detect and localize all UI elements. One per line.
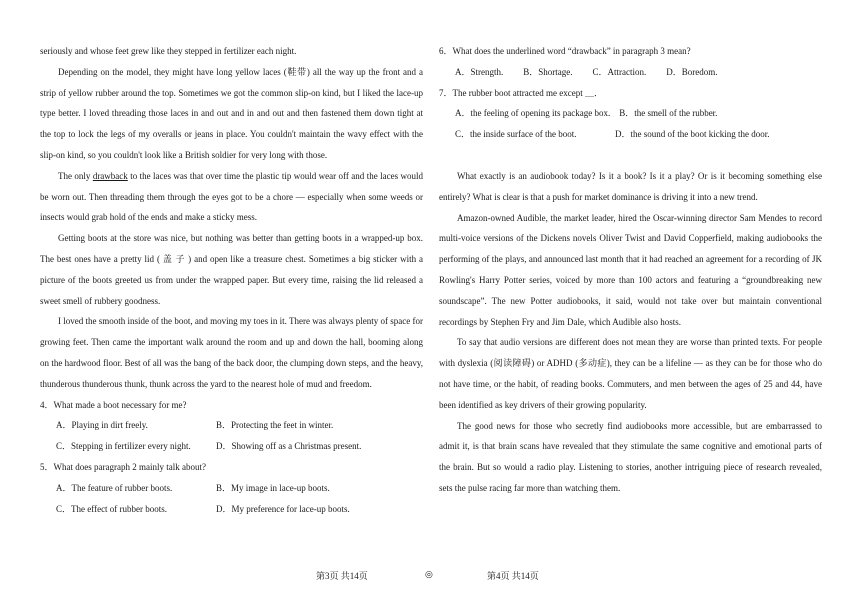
question-4-options-row-2 [40,436,423,457]
right-paragraph-4: The good news for those who secretly find audiobooks more accessible, but are embarrassed to admit it, is that brain scans have revealed that they stimulate the same cognitive and emotional parts of the brain. But so would a radio play. Listening to stories, another intriguing piece of research revealed, sets the pulse racing far more than watching them. [439,420,822,493]
question-4-options-row-1 [40,415,423,436]
underlined-word-drawback: drawback [92,170,128,181]
right-paragraph-2: Amazon-owned Audible, the market leader, hired the Oscar-winning director Sam Mendes to record multi-voice versions of the Dickens novels Oliver Twist and David Copperfield, making audiobooks the performing of the plays, and announced last month that it had reached an agreement for a recording of JK Rowling's Harry Potter series, voiced by more than 100 actors and featuring a “groundbreaking new soundscape”. The new Potter audiobooks, it said, would not take over but maintain conventional recordings by Stephen Fry and Jim Dale, which Audible also hosts. [439,212,822,327]
question-5-option-b[interactable]: B．My image in lace-up boots. [216,482,330,493]
left-paragraph-0: seriously and whose feet grew like they stepped in fertilizer each night. [40,46,297,56]
left-paragraph-2 [40,166,423,228]
question-6-option-b[interactable]: B．Shortage. [523,66,573,77]
question-6-option-a[interactable]: A．Strength. [455,66,504,77]
right-paragraph-1: What exactly is an audiobook today? Is it a book? Is it a play? Or is it becoming something else entirely? What is clear is that a push for market dominance is driving it into a new trend. [439,170,822,202]
question-5-options-row-1 [40,478,423,499]
left-paragraph-2-start: The only [58,170,93,181]
right-column [439,41,822,499]
right-paragraph-3: To say that audio versions are different does not mean they are worse than printed texts. For people with dyslexia (阅读障碍) or ADHD (多动症), they can be a lifeline — as they can be for those who do not have time, or the habit, of reading books. Commuters, and men between the ages of 25 and 44, have been identified as key drivers of their growing popularity. [439,337,822,410]
section-gap [439,145,822,166]
left-column [40,41,423,519]
left-paragraph-2-end: to the laces was that over time the plastic tip would wear off and the laces would be worn out. Then threading them through the eyes got to be a chore — especially when some weeds or insects would grab hold of the ends and make a sticky mess. [40,170,423,223]
question-7-options-row-1 [439,103,822,124]
question-4: 4．What made a boot necessary for me? [40,399,187,410]
question-7-option-c[interactable]: C．the inside surface of the boot. [455,129,577,140]
question-4-option-d[interactable]: D．Showing off as a Christmas present. [216,441,362,452]
question-5-option-c[interactable]: C．The effect of rubber boots. [56,503,168,514]
question-4-option-a[interactable]: A．Playing in dirt freely. [56,420,148,431]
left-paragraph-4: I loved the smooth inside of the boot, and moving my toes in it. There was always plenty of space for growing feet. Then came the important walk around the room and up and down the hall, booming along on the hardwood floor. Best of all was the bang of the back door, the clumping down steps, and the heavy, thunderous thunderous thunk, thunk across the yard to the nearest hole of mud and freedom. [40,316,423,389]
question-7: 7．The rubber boot attracted me except ＿． [439,87,603,98]
question-5-options-row-2 [40,499,423,520]
question-4-option-b[interactable]: B．Protecting the feet in winter. [216,420,334,431]
page-number-right: 第4页 共14页 [487,571,539,581]
question-5-option-d[interactable]: D．My preference for lace-up boots. [216,503,350,514]
question-7-options-a-b[interactable]: A．the feeling of opening its package box. B．the smell of the rubber. [455,108,718,119]
question-6-options [439,62,822,83]
question-5-option-a[interactable]: A．The feature of rubber boots. [56,482,173,493]
footer-center-mark: ◎ [425,569,433,579]
page-number-left: 第3页 共14页 [316,571,368,581]
question-6: 6．What does the underlined word “drawback” in paragraph 3 mean? [439,46,691,56]
question-5: 5．What does paragraph 2 mainly talk about? [40,461,206,472]
left-paragraph-3: Getting boots at the store was nice, but nothing was better than getting boots in a wrapped-up box. The best ones have a pretty lid ( 盖 子 ) and open like a treasure chest. Sometimes a big sticker with a picture of the boots greeted us from under the wrapped paper. But every time, raising the lid released a sweet smell of rubbery goodness. [40,233,423,306]
question-4-option-c[interactable]: C．Stepping in fertilizer every night. [56,441,191,452]
question-6-option-c[interactable]: C．Attraction. [592,66,647,77]
question-7-options-row-2 [439,124,822,145]
left-paragraph-1: Depending on the model, they might have long yellow laces (鞋带) all the way up the front and a strip of yellow rubber around the top. Sometimes we got the common slip-on kind, but I liked the lace-up type better. I loved threading those laces in and out and in and out and then fastened them down tight at the top to lock the legs of my overalls or jeans in place. You couldn't maintain the wavy effect with the slip-on kind, so you couldn't look like a British soldier for very long with those. [40,66,423,160]
question-6-option-d[interactable]: D．Boredom. [666,66,718,77]
question-7-option-d[interactable]: D．the sound of the boot kicking the door. [615,129,770,140]
